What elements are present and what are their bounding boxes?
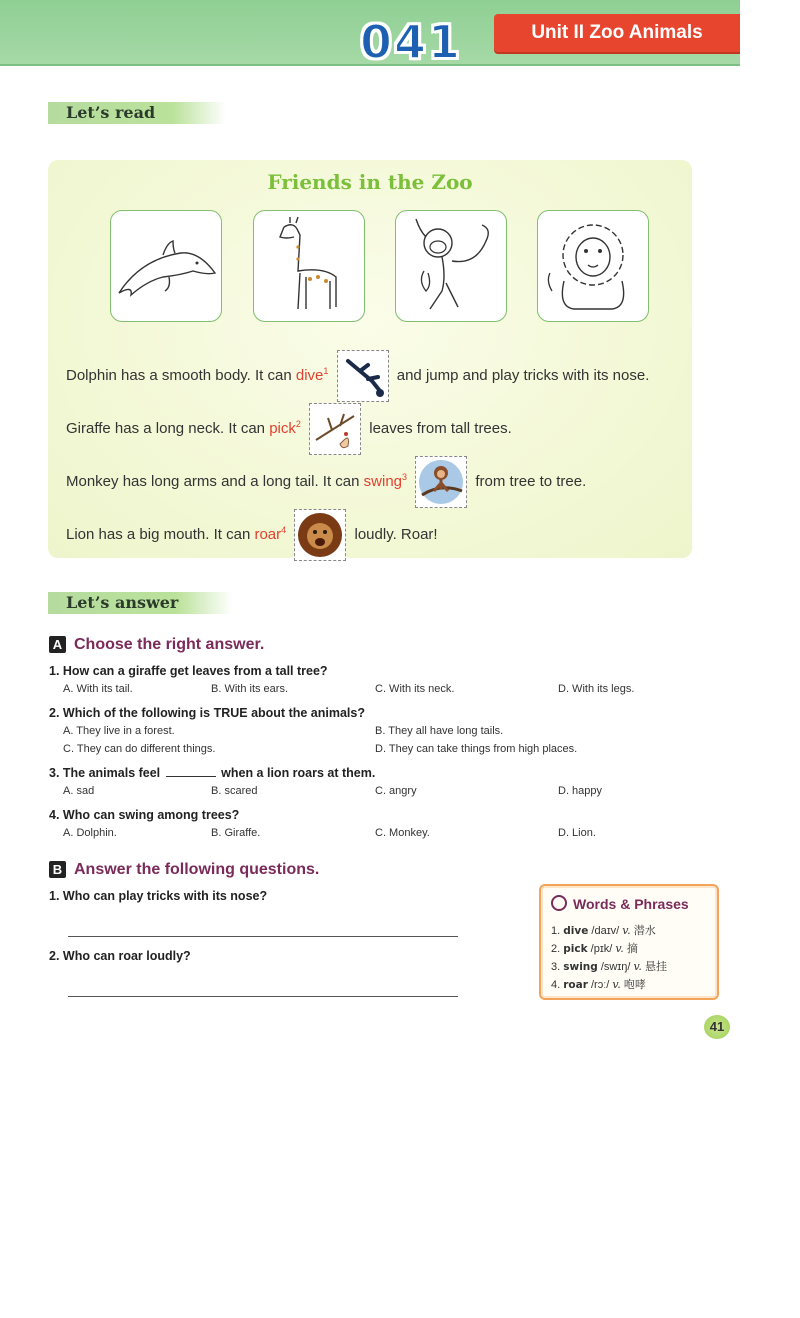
reading-panel <box>48 160 692 558</box>
lets-read-heading: Let’s read <box>48 102 226 124</box>
option-a3-a[interactable]: A. sad <box>63 785 95 797</box>
dolphin-picture <box>110 210 222 322</box>
word-entry-swing: 3. swing /swɪŋ/ v. 悬挂 <box>551 960 667 973</box>
giraffe-icon <box>254 211 364 321</box>
diver-icon <box>337 350 389 402</box>
question-a1: 1. How can a giraffe get leaves from a tall tree? <box>49 664 328 678</box>
page-number: 41 <box>704 1015 730 1039</box>
option-a4-d[interactable]: D. Lion. <box>558 827 596 839</box>
answer-line-b1[interactable] <box>68 936 458 937</box>
question-a3: 3. The animals feel when a lion roars at them. <box>49 766 376 780</box>
dolphin-icon <box>111 211 221 321</box>
question-a4: 4. Who can swing among trees? <box>49 808 240 822</box>
option-a3-c[interactable]: C. angry <box>375 785 417 797</box>
keyword-dive: dive <box>295 366 324 384</box>
lesson-number: 041 <box>360 15 463 69</box>
lion-picture <box>537 210 649 322</box>
option-a1-b[interactable]: B. With its ears. <box>211 683 289 695</box>
option-a4-b[interactable]: B. Giraffe. <box>211 827 261 839</box>
lion-icon <box>538 211 648 321</box>
words-phrases-title: Words & Phrases <box>551 895 689 912</box>
option-a1-c[interactable]: C. With its neck. <box>375 683 455 695</box>
part-b-badge: B <box>49 861 66 878</box>
question-b1: 1. Who can play tricks with its nose? <box>49 889 268 903</box>
word-entry-dive: 1. dive /daɪv/ v. 潜水 <box>551 924 656 937</box>
words-phrases-box <box>539 884 719 1000</box>
question-b2: 2. Who can roar loudly? <box>49 949 191 963</box>
story-title: Friends in the Zoo <box>267 170 473 194</box>
monkey-icon <box>396 211 506 321</box>
option-a2-c[interactable]: C. They can do different things. <box>63 743 216 755</box>
lets-answer-heading: Let’s answer <box>48 592 232 614</box>
keyword-roar: roar <box>254 525 282 543</box>
option-a1-d[interactable]: D. With its legs. <box>558 683 635 695</box>
option-a4-c[interactable]: C. Monkey. <box>375 827 430 839</box>
part-b-heading: B Answer the following questions. <box>49 861 319 879</box>
monkey-picture <box>395 210 507 322</box>
keyword-pick: pick <box>269 419 296 437</box>
sentence-lion: Lion has a big mouth. It can roar$^4$ loudly. Roar! <box>66 509 438 561</box>
part-a-badge: A <box>49 636 66 653</box>
answer-blank[interactable] <box>166 775 216 777</box>
swinging-monkey-icon <box>415 456 467 508</box>
sentence-giraffe: Giraffe has a long neck. It can pick$^2$ leaves from tall trees. <box>66 403 512 455</box>
option-a4-a[interactable]: A. Dolphin. <box>63 827 117 839</box>
roaring-lion-icon <box>294 509 346 561</box>
option-a2-b[interactable]: B. They all have long tails. <box>375 725 504 737</box>
option-a3-d[interactable]: D. happy <box>558 785 603 797</box>
target-icon <box>551 895 567 911</box>
option-a1-a[interactable]: A. With its tail. <box>63 683 133 695</box>
hand-picking-icon <box>309 403 361 455</box>
option-a3-b[interactable]: B. scared <box>211 785 258 797</box>
word-entry-pick: 2. pick /pɪk/ v. 摘 <box>551 942 638 955</box>
question-a2: 2. Which of the following is TRUE about the animals? <box>49 706 365 720</box>
answer-line-b2[interactable] <box>68 996 458 997</box>
keyword-swing: swing <box>363 472 403 490</box>
sentence-dolphin: Dolphin has a smooth body. It can dive$^1$ and jump and play tricks with its nose. <box>66 350 649 402</box>
sentence-monkey: Monkey has long arms and a long tail. It can swing$^3$ from tree to tree. <box>66 456 586 508</box>
option-a2-a[interactable]: A. They live in a forest. <box>63 725 175 737</box>
giraffe-picture <box>253 210 365 322</box>
part-a-heading: A Choose the right answer. <box>49 636 264 654</box>
option-a2-d[interactable]: D. They can take things from high places. <box>375 743 578 755</box>
unit-title-tab: Unit II Zoo Animals <box>494 14 740 52</box>
word-entry-roar: 4. roar /rɔː/ v. 咆哮 <box>551 978 646 991</box>
